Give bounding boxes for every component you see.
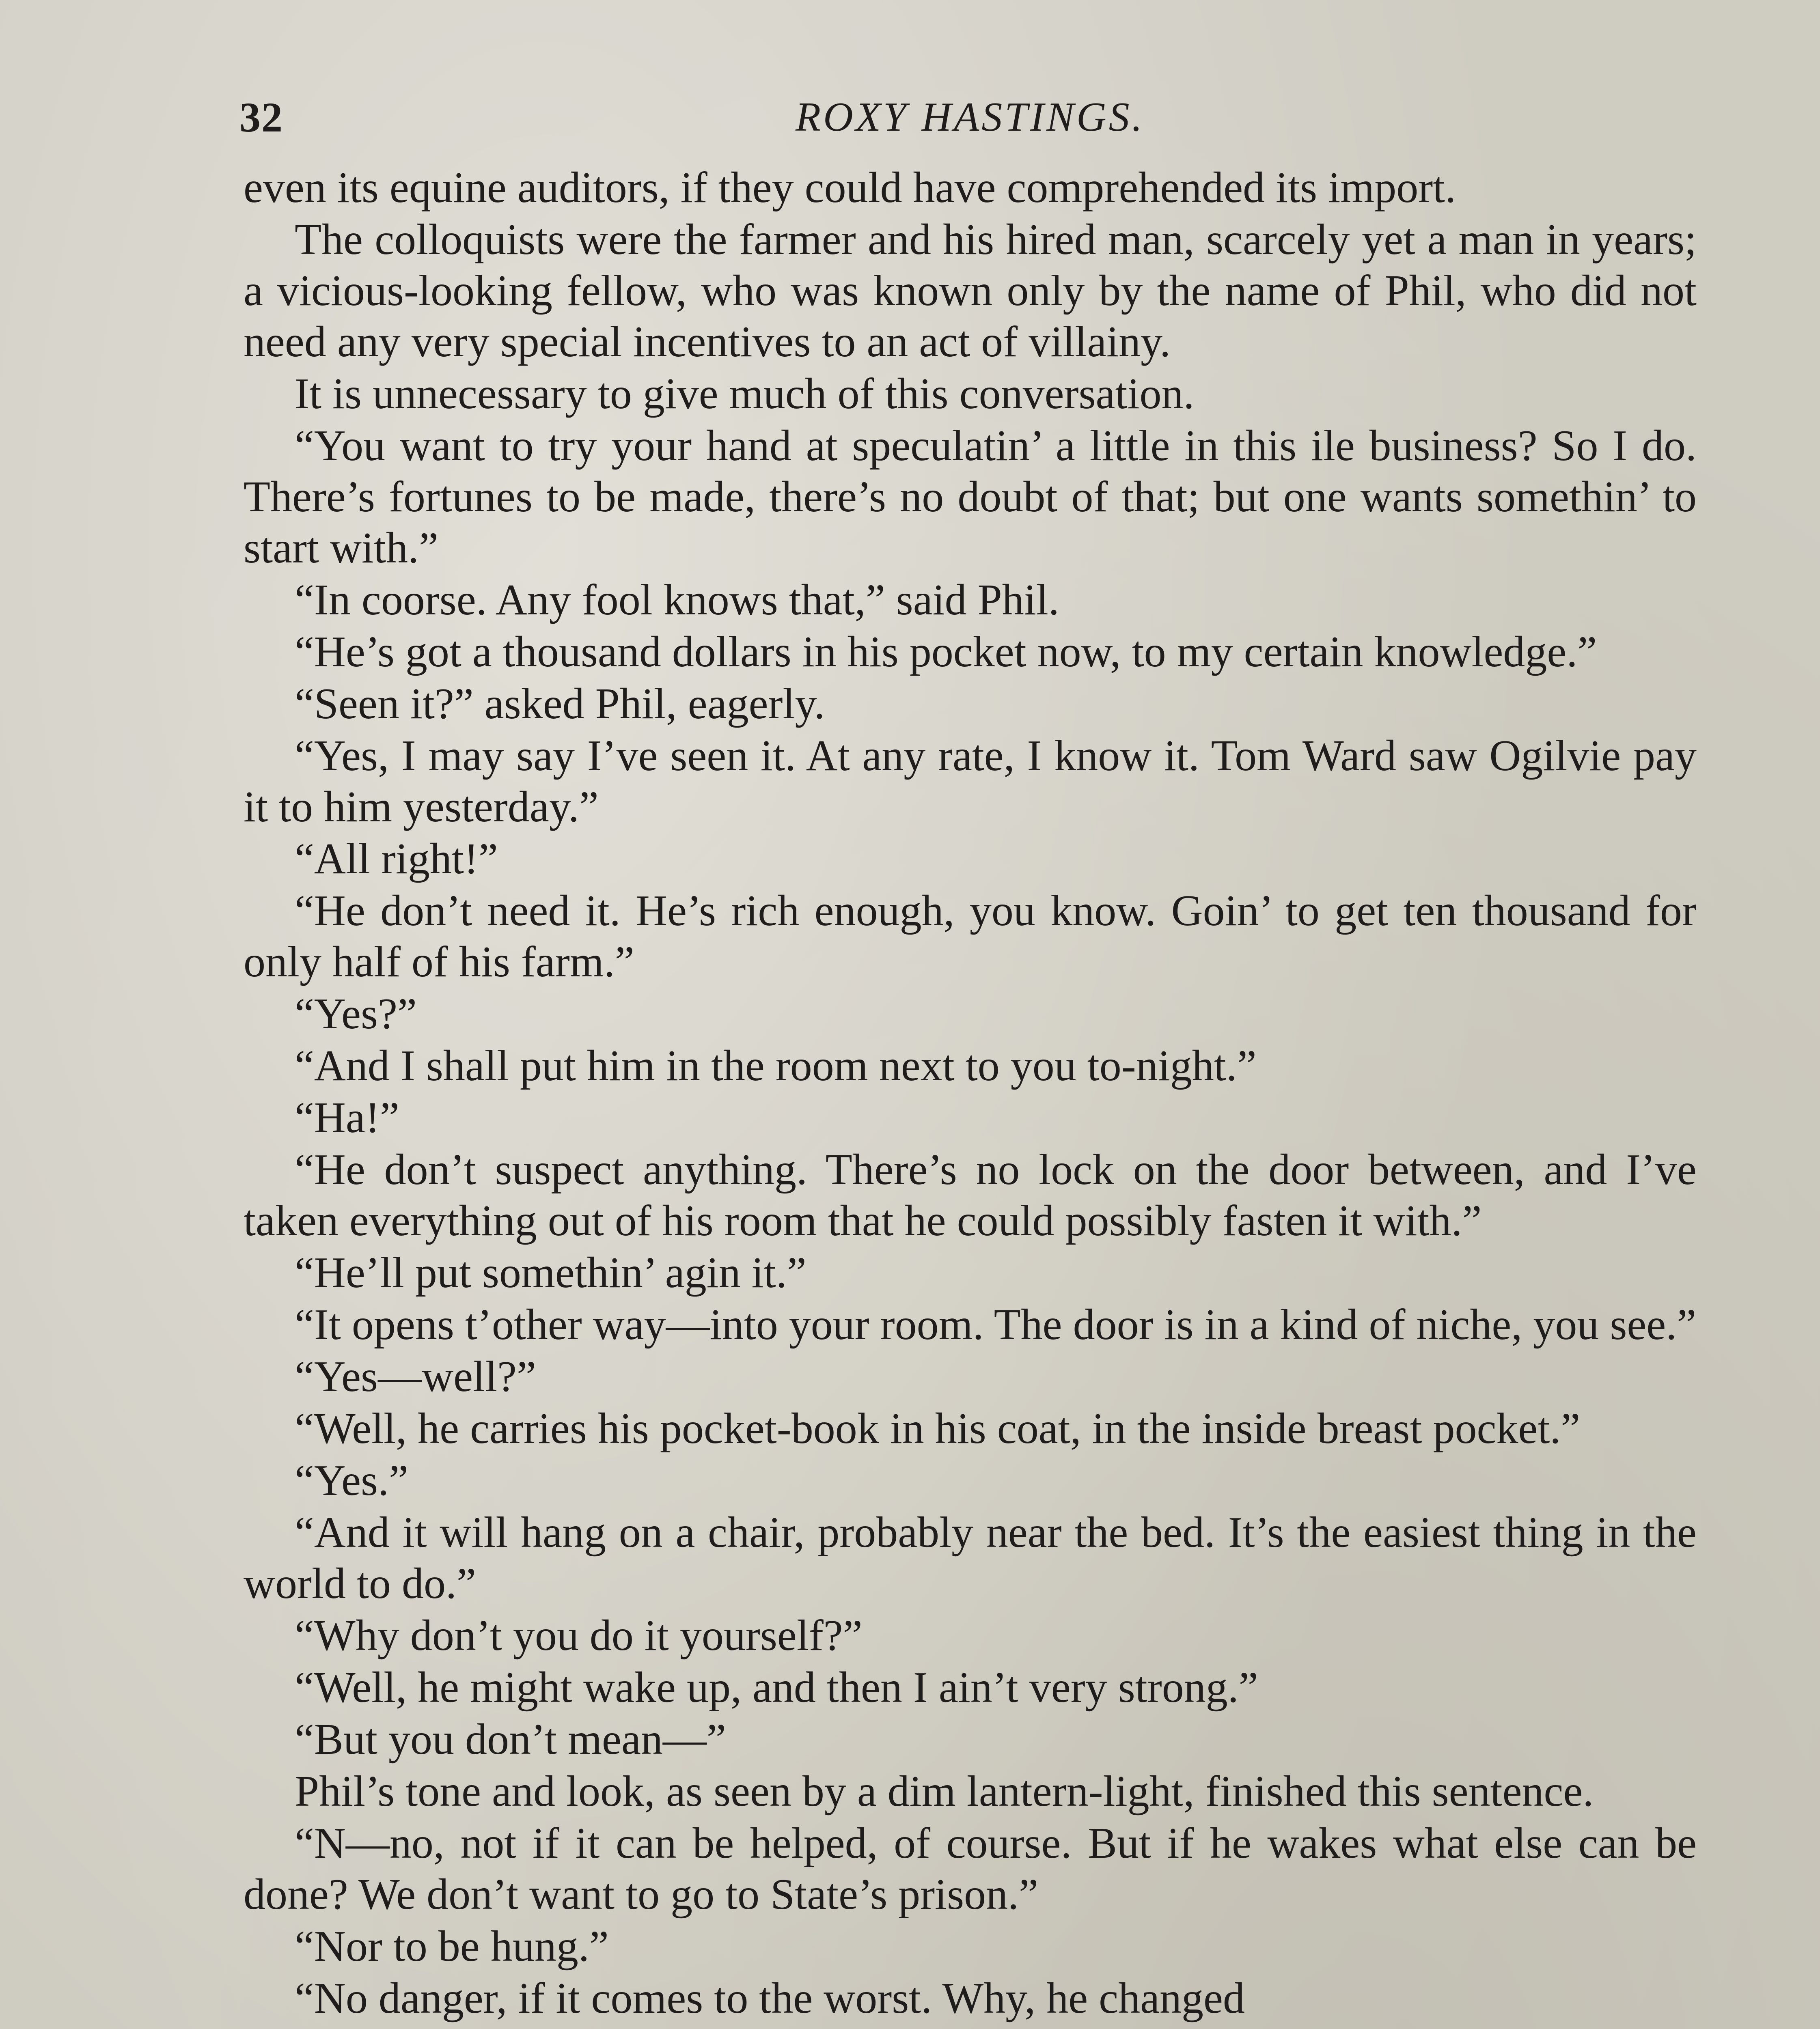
paragraph: It is unnecessary to give much of this conversation. (295, 370, 1195, 418)
page-number: 32 (239, 94, 283, 141)
paragraph: “Yes—well?” (295, 1353, 536, 1401)
paragraph: “Well, he carries his pocket-book in his coat, in the inside breast pocket.” (295, 1404, 1581, 1453)
paragraph: “But you don’t mean—” (295, 1715, 726, 1764)
paragraph: even its equine auditors, if they could have comprehended its import. (244, 164, 1456, 212)
paragraph: “Seen it?” asked Phil, eagerly. (295, 680, 825, 728)
paragraph: “And I shall put him in the room next to you to-night.” (295, 1042, 1257, 1090)
book-page (239, 85, 1697, 2029)
paragraph: “Well, he might wake up, and then I ain’t very strong.” (295, 1663, 1258, 1712)
paragraph: “And it will hang on a chair, probably near the bed. It’s the easiest thing in the world to do.” (244, 1508, 1697, 1608)
paragraph: “Why don’t you do it yourself?” (295, 1611, 863, 1660)
paragraph: “Yes, I may say I’ve seen it. At any rate, I know it. Tom Ward saw Ogilvie pay it to him yesterday.” (244, 732, 1697, 831)
paragraph: “No danger, if it comes to the worst. Why, he changed (295, 1974, 1245, 2023)
paragraph: Phil’s tone and look, as seen by a dim lantern-light, finished this sentence. (295, 1767, 1594, 1816)
running-head (239, 85, 1697, 146)
paragraph: “He don’t need it. He’s rich enough, you know. Goin’ to get ten thousand for only half of his farm.” (244, 887, 1697, 986)
paragraph: “N—no, not if it can be helped, of course. But if he wakes what else can be done? We don’t want to go to State’s prison.” (244, 1819, 1697, 1919)
paragraph: “All right!” (295, 835, 498, 883)
paragraph: “Nor to be hung.” (295, 1922, 609, 1971)
body-text (244, 162, 1697, 2024)
paragraph: “He’s got a thousand dollars in his pocket now, to my certain knowledge.” (295, 628, 1597, 676)
running-title: ROXY HASTINGS. (795, 94, 1145, 140)
paragraph: “He’ll put somethin’ agin it.” (295, 1249, 806, 1297)
paragraph: “It opens t’other way—into your room. The door is in a kind of niche, you see.” (295, 1301, 1697, 1349)
paragraph: “He don’t suspect anything. There’s no lock on the door between, and I’ve taken everything out of his room that he could possibly fasten it with.” (244, 1146, 1697, 1245)
paragraph: “Ha!” (295, 1094, 399, 1142)
paragraph: “You want to try your hand at speculatin’ a little in this ile business? So I do. There’s fortunes to be made, there’s no doubt of that; but one wants somethin’ to start with.” (244, 422, 1697, 572)
paragraph: “Yes.” (295, 1456, 409, 1505)
paragraph: “Yes?” (295, 990, 417, 1038)
paragraph: The colloquists were the farmer and his hired man, scarcely yet a man in years; a vicious-looking fellow, who was known only by the name of Phil, who did not need any very special incentives to an act of villainy. (244, 215, 1697, 366)
paragraph: “In coorse. Any fool knows that,” said Phil. (295, 576, 1059, 624)
